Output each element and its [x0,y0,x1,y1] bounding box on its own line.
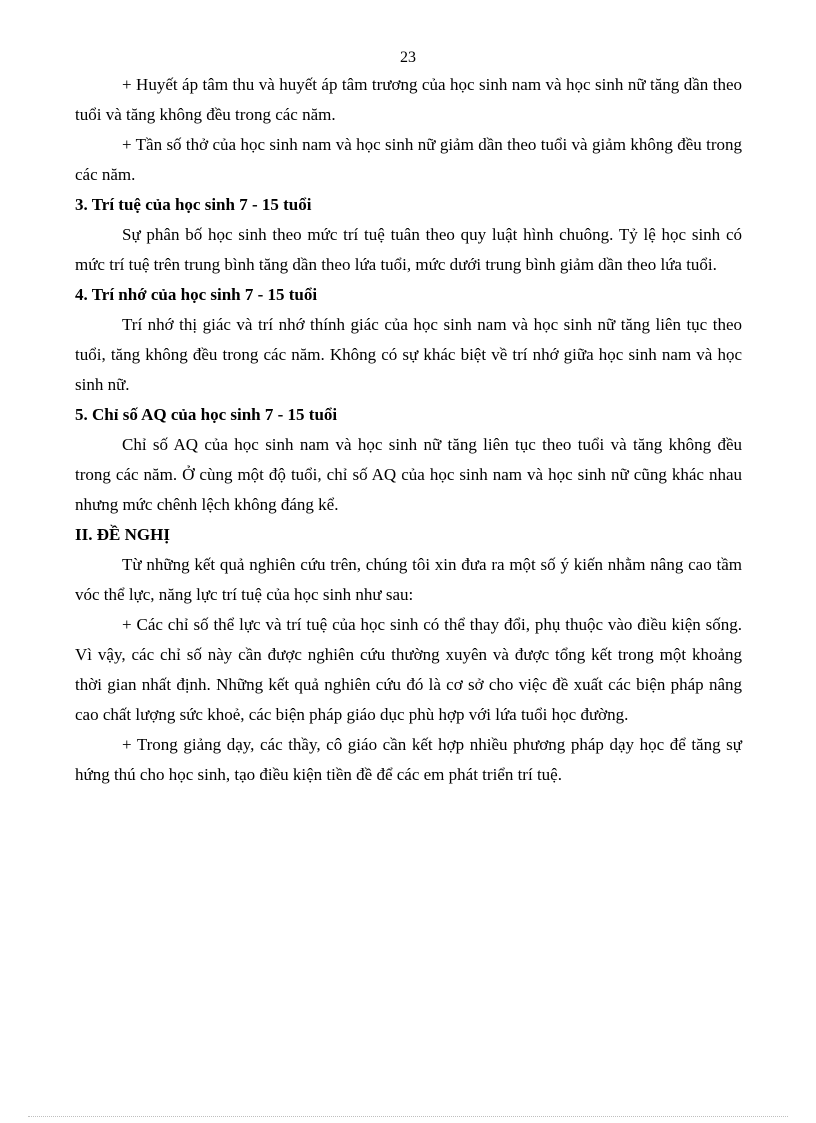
page-number: 23 [400,49,416,66]
paragraph-respiratory-rate: + Tần số thở của học sinh nam và học sinh nữ giảm dần theo tuổi và giảm không đều trong các năm. [75,135,742,184]
paragraph-intelligence: Sự phân bố học sinh theo mức trí tuệ tuân theo quy luật hình chuông. Tỷ lệ học sinh có mức trí tuệ trên trung bình tăng dần theo lứa tuổi, mức dưới trung bình giảm dần theo lứa tuổi. [75,225,742,274]
page-bottom-divider [28,1116,788,1117]
paragraph-memory: Trí nhớ thị giác và trí nhớ thính giác của học sinh nam và học sinh nữ tăng liên tục theo tuổi, tăng không đều trong các năm. Không có sự khác biệt về trí nhớ giữa học sinh nam và học sinh nữ. [75,315,742,394]
paragraph-recommendations-intro: Từ những kết quả nghiên cứu trên, chúng tôi xin đưa ra một số ý kiến nhằm nâng cao tầm vóc thể lực, năng lực trí tuệ của học sinh như sau: [75,555,742,604]
paragraph-blood-pressure: + Huyết áp tâm thu và huyết áp tâm trương của học sinh nam và học sinh nữ tăng dần theo tuổi và tăng không đều trong các năm. [75,75,742,124]
document-body [75,70,742,790]
section-heading-aq: 5. Chỉ số AQ của học sinh 7 - 15 tuổi [75,405,338,424]
section-heading-recommendations: II. ĐỀ NGHỊ [75,525,170,544]
paragraph-recommendation-1: + Các chỉ số thể lực và trí tuệ của học sinh có thể thay đổi, phụ thuộc vào điều kiện sống. Vì vậy, các chỉ số này cần được nghiên cứu thường xuyên và được tổng kết trong một khoảng thời gian nhất định. Những kết quả nghiên cứu đó là cơ sở cho việc đề xuất các biện pháp nâng cao chất lượng sức khoẻ, các biện pháp giáo dục phù hợp với lứa tuổi học đường. [75,615,742,724]
section-heading-intelligence: 3. Trí tuệ của học sinh 7 - 15 tuổi [75,195,312,214]
paragraph-aq: Chỉ số AQ của học sinh nam và học sinh nữ tăng liên tục theo tuổi và tăng không đều trong các năm. Ở cùng một độ tuổi, chỉ số AQ của học sinh nam và học sinh nữ cũng khác nhau nhưng mức chênh lệch không đáng kể. [75,435,742,514]
section-heading-memory: 4. Trí nhớ của học sinh 7 - 15 tuổi [75,285,318,304]
paragraph-recommendation-2: + Trong giảng dạy, các thầy, cô giáo cần kết hợp nhiều phương pháp dạy học để tăng sự hứng thú cho học sinh, tạo điều kiện tiền đề để các em phát triển trí tuệ. [75,735,742,784]
